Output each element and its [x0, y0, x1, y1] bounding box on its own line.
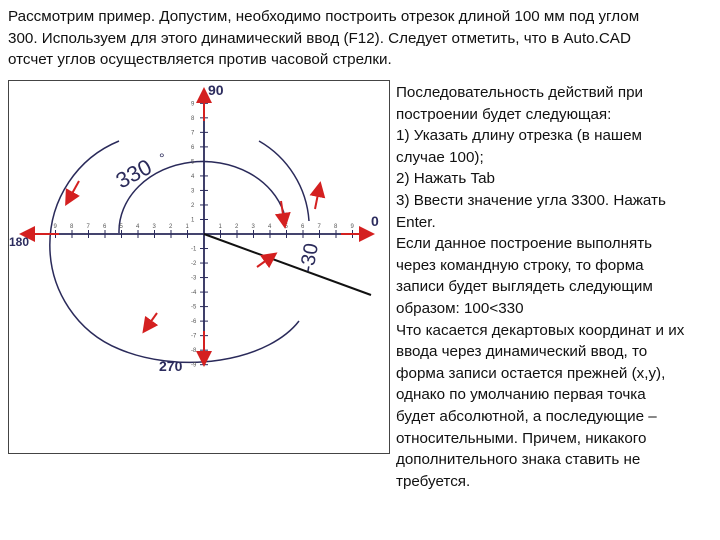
steps-line: 3) Ввести значение угла 3300. Нажать — [396, 191, 666, 209]
x-tick-label: 6 — [301, 224, 305, 230]
angle-90-label: 90 — [208, 82, 224, 98]
steps-line: дополнительного знака ставить не — [396, 451, 641, 469]
angle-270-label: 270 — [159, 358, 183, 374]
steps-line: образом: 100<330 — [396, 299, 524, 317]
steps-text — [396, 82, 714, 492]
y-tick-label: -7 — [191, 333, 197, 340]
intro-paragraph — [8, 6, 713, 71]
x-tick-label: 2 — [235, 224, 239, 230]
steps-line: форма записи остается прежней (x,y), — [396, 364, 666, 382]
label-330-degree: ° — [159, 150, 165, 166]
y-tick-label: -4 — [191, 290, 197, 297]
y-tick-label: -9 — [191, 362, 197, 369]
x-tick-label: 8 — [70, 224, 74, 230]
y-tick-label: 9 — [191, 101, 195, 108]
y-tick-label: 2 — [191, 202, 195, 209]
y-tick-label: 7 — [191, 130, 195, 137]
segment-line — [204, 234, 371, 295]
steps-line: записи будет выглядеть следующим — [396, 278, 653, 296]
intro-line-1: Рассмотрим пример. Допустим, необходимо построить отрезок длиной 100 мм под углом — [8, 8, 640, 25]
y-tick-label: -5 — [191, 304, 197, 311]
x-tick-label: 9 — [53, 224, 57, 230]
x-tick-label: 1 — [218, 224, 222, 230]
arrow-outer-left — [69, 181, 79, 199]
steps-line: Последовательность действий при — [396, 84, 644, 101]
x-tick-label: 4 — [136, 224, 140, 230]
steps-line: относительными. Причем, никакого — [396, 429, 647, 447]
x-tick-label: 9 — [350, 224, 354, 230]
x-tick-label: 3 — [251, 224, 255, 230]
x-tick-label: 6 — [103, 224, 107, 230]
x-tick-label: 8 — [334, 224, 338, 230]
x-tick-label: 3 — [152, 224, 156, 230]
outer-arc-right — [259, 141, 309, 221]
y-tick-label: 1 — [191, 217, 195, 224]
label-330: 330 — [111, 154, 156, 194]
intro-line-3: отсчет углов осуществляется против часовой стрелки. — [8, 51, 392, 68]
y-tick-label: -3 — [191, 275, 197, 282]
steps-line: через командную строку, то форма — [396, 256, 644, 274]
x-tick-label: 1 — [185, 224, 189, 230]
angle-180-label: 180 — [9, 235, 30, 249]
x-tick-label: 5 — [119, 224, 123, 230]
x-tick-label: 4 — [268, 224, 272, 230]
steps-line: Если данное построение выполнять — [396, 235, 653, 253]
y-tick-label: -6 — [191, 319, 197, 326]
outer-arc-bottom — [119, 321, 299, 362]
x-tick-label: 7 — [86, 224, 90, 230]
intro-line-2: 300. Используем для этого динамический ввод (F12). Следует отметить, что в Auto.CAD — [8, 29, 631, 47]
x-tick-label: 2 — [169, 224, 173, 230]
angle-diagram — [8, 80, 390, 454]
y-tick-label: -8 — [191, 348, 197, 355]
y-tick-label: 8 — [191, 115, 195, 122]
steps-line: требуется. — [396, 472, 471, 490]
y-tick-label: -1 — [191, 246, 197, 253]
y-tick-label: 4 — [191, 173, 195, 180]
steps-line: построении будет следующая: — [396, 105, 612, 123]
y-tick-label: 5 — [191, 159, 195, 166]
y-tick-label: 6 — [191, 144, 195, 151]
steps-line: будет абсолютной, а последующие – — [396, 407, 657, 425]
steps-line: 2) Нажать Tab — [396, 170, 495, 188]
steps-line: однако по умолчанию первая точка — [396, 386, 646, 404]
angle-0-label: 0 — [371, 213, 379, 229]
y-tick-label: -2 — [191, 261, 197, 268]
outer-arc — [50, 141, 119, 349]
steps-line: Что касается декартовых координат и их — [396, 321, 685, 339]
arrow-bottom-left — [147, 313, 157, 327]
angle-diagram-svg — [9, 81, 389, 453]
x-tick-label: 7 — [317, 224, 321, 230]
y-tick-label: 3 — [191, 188, 195, 195]
steps-line: ввода через динамический ввод, то — [396, 343, 648, 361]
x-tick-label: 5 — [284, 224, 288, 230]
steps-line: 1) Указать длину отрезка (в нашем — [396, 127, 643, 145]
label-minus30: -30 — [296, 241, 323, 274]
arrow-minus30-top — [315, 189, 319, 209]
steps-line: случае 100); — [396, 148, 484, 166]
steps-line: Enter. — [396, 213, 436, 231]
arrow-segment — [257, 257, 271, 267]
